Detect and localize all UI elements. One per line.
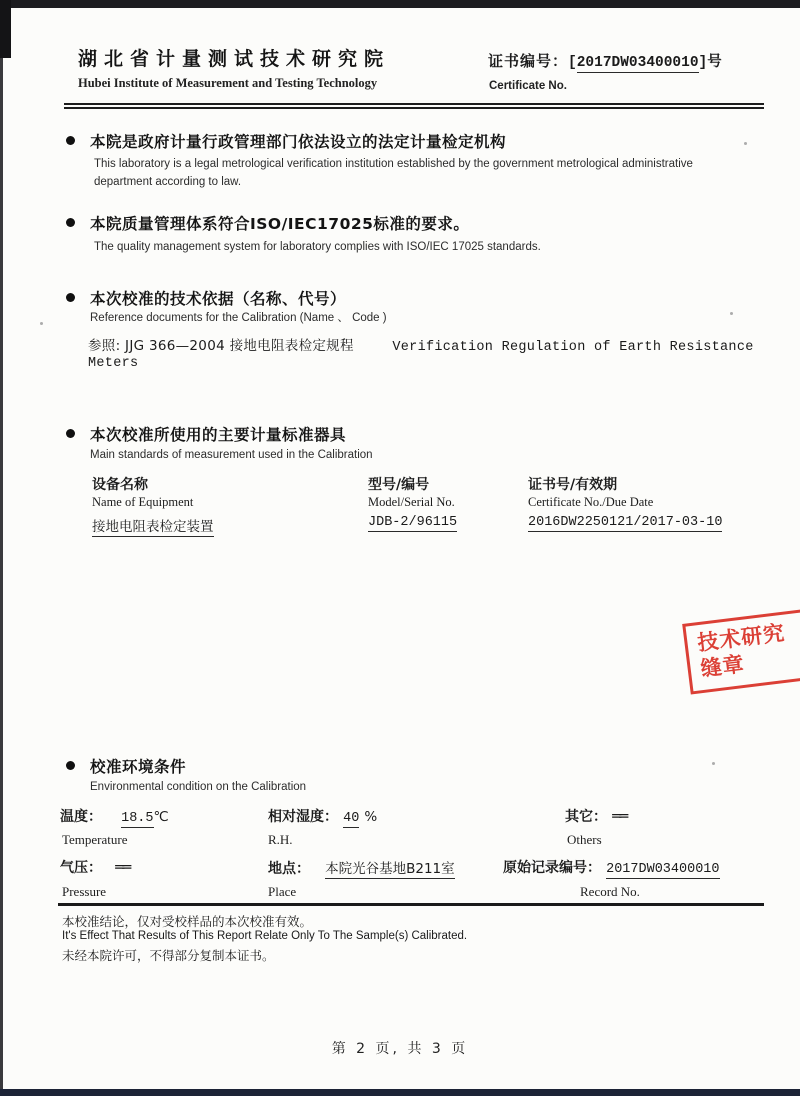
- header-rule: [64, 103, 764, 109]
- humidity-value: 40: [343, 811, 360, 826]
- reference-regulation-en-cont: Meters: [88, 356, 139, 371]
- certificate-number-value: 2017DW03400010: [576, 55, 699, 71]
- certificate-number-bracket-close: ]号: [698, 55, 722, 71]
- page-number: 第 2 页, 共 3 页: [331, 1041, 469, 1057]
- humidity-label-en: R.H.: [268, 832, 293, 847]
- red-stamp: [682, 608, 800, 694]
- others-label: 其它：: [565, 809, 607, 825]
- standards-title-en: Main standards of measurement used in the Calibration: [90, 449, 373, 461]
- standards-certificate-value: 2016DW2250121/2017-03-10: [528, 515, 723, 530]
- pressure-label-en: Pressure: [62, 884, 107, 899]
- scan-speck: [744, 142, 747, 145]
- scan-speck: [730, 312, 733, 315]
- certificate-number-label-cn: 证书编号：: [488, 52, 569, 70]
- bullet-icon: [66, 136, 75, 145]
- red-stamp-line2: 缝章: [699, 652, 746, 682]
- pressure-na-mark: ══: [115, 858, 130, 876]
- others-field: [565, 806, 626, 826]
- humidity-field: [268, 806, 377, 826]
- record-label: 原始记录编号：: [503, 860, 601, 876]
- scan-edge-left: [0, 0, 3, 1096]
- note-line1-en: It's Effect That Results of This Report Relate Only To The Sample(s) Calibrated.: [62, 930, 468, 942]
- standards-col2-header-cn: 型号/编号: [368, 477, 430, 493]
- certificate-number-block: [488, 50, 722, 71]
- note-line2-cn: 未经本院许可，不得部分复制本证书。: [62, 948, 275, 963]
- standards-col1-header-cn: 设备名称: [92, 477, 148, 493]
- standards-col1-header-en: Name of Equipment: [92, 495, 194, 509]
- place-label-en: Place: [268, 884, 297, 899]
- humidity-label: 相对湿度：: [268, 809, 338, 825]
- bullet-icon: [66, 761, 75, 770]
- pressure-field: [60, 857, 129, 877]
- bullet-icon: [66, 218, 75, 227]
- standards-col3-header-en: Certificate No./Due Date: [528, 495, 654, 509]
- environment-rule: [58, 903, 764, 906]
- bullet-icon: [66, 293, 75, 302]
- standards-col3-header-cn: 证书号/有效期: [528, 477, 618, 493]
- statement-2-text-en: The quality management system for laboratory complies with ISO/IEC 17025 standards.: [94, 241, 541, 253]
- place-value: 本院光谷基地B211室: [325, 861, 455, 877]
- reference-regulation-en: Verification Regulation of Earth Resistance: [392, 340, 754, 355]
- temperature-field: [60, 806, 169, 826]
- reference-line: [88, 334, 754, 355]
- pressure-label: 气压：: [60, 860, 102, 876]
- scan-edge-top: [0, 0, 800, 8]
- others-na-mark: ══: [612, 807, 627, 825]
- institute-name-cn: 湖北省计量测试技术研究院: [78, 48, 391, 70]
- statement-1-title: 本院是政府计量行政管理部门依法设立的法定计量检定机构: [90, 133, 507, 151]
- reference-title-cn: 本次校准的技术依据（名称、代号）: [90, 290, 347, 308]
- temperature-unit: ℃: [153, 809, 169, 825]
- standards-model-value: JDB-2/96115: [368, 515, 458, 530]
- standards-title-cn: 本次校准所使用的主要计量标准器具: [90, 426, 347, 444]
- reference-title-en: Reference documents for the Calibration (Name 、 Code ): [90, 312, 387, 324]
- environment-title-en: Environmental condition on the Calibration: [90, 781, 307, 793]
- record-label-en: Record No.: [580, 884, 640, 899]
- record-value: 2017DW03400010: [606, 862, 720, 877]
- environment-title-cn: 校准环境条件: [90, 758, 187, 776]
- scan-edge-corner: [0, 0, 11, 58]
- statement-2-title: 本院质量管理体系符合ISO/IEC17025标准的要求。: [90, 215, 470, 233]
- certificate-number-bracket-open: [: [568, 55, 577, 71]
- scan-edge-bottom: [0, 1089, 800, 1096]
- institute-name-en: Hubei Institute of Measurement and Testing Technology: [78, 76, 378, 90]
- place-field: [268, 857, 455, 878]
- statement-1-text-en: This laboratory is a legal metrological verification institution established by the government metrological administrative department according to law.: [94, 158, 693, 189]
- scan-speck: [40, 322, 43, 325]
- others-label-en: Others: [567, 832, 602, 847]
- standards-col2-header-en: Model/Serial No.: [368, 495, 455, 509]
- red-stamp-line1: 技术研究: [696, 620, 787, 656]
- scan-speck: [712, 762, 715, 765]
- humidity-unit: %: [364, 809, 378, 825]
- reference-regulation-cn: 参照: JJG 366—2004 接地电阻表检定规程: [88, 338, 354, 354]
- certificate-number-label-en: Certificate No.: [489, 80, 567, 92]
- temperature-label: 温度：: [60, 809, 102, 825]
- temperature-value: 18.5: [121, 811, 154, 826]
- standards-equipment-value: 接地电阻表检定装置: [92, 515, 214, 537]
- temperature-label-en: Temperature: [62, 832, 128, 847]
- note-line1-cn: 本校准结论，仅对受校样品的本次校准有效。: [62, 914, 313, 929]
- place-label: 地点：: [268, 861, 310, 877]
- record-field: [503, 857, 720, 877]
- bullet-icon: [66, 429, 75, 438]
